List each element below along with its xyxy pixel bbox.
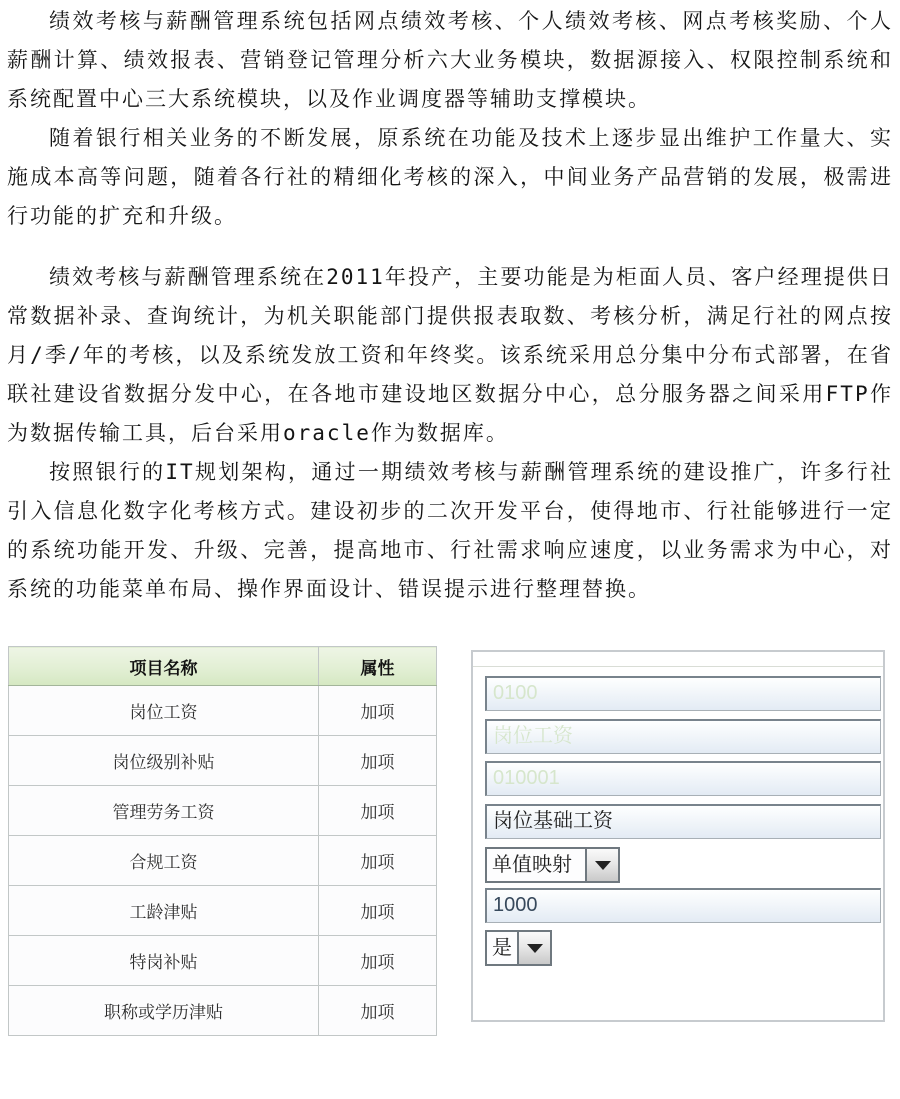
table-header-row (9, 647, 437, 686)
doc-paragraph-4: 按照银行的IT规划架构，通过一期绩效考核与薪酬管理系统的建设推广，许多行社引入信息化数字化考核方式。建设初步的二次开发平台，使得地市、行社能够进行一定的系统功能开发、升级、完善，提高地市、行社需求响应速度，以业务需求为中心，对系统的功能菜单布局、操作界面设计、错误提示进行整理替换。 (7, 460, 893, 601)
table-row (9, 736, 437, 786)
item-name-cell: 岗位级别补贴 (9, 736, 319, 786)
doc-paragraph-2: 随着银行相关业务的不断发展，原系统在功能及技术上逐步显出维护工作量大、实施成本高等问题，随着各行社的精细化考核的深入，中间业务产品营销的发展，极需进行功能的扩充和升级。 (7, 126, 893, 228)
item-name-field: 岗位工资 (485, 719, 881, 754)
item-name-cell: 职称或学历津贴 (9, 986, 319, 1036)
config-panel (471, 650, 885, 1022)
item-name-cell: 合规工资 (9, 836, 319, 886)
doc-paragraph-1: 绩效考核与薪酬管理系统包括网点绩效考核、个人绩效考核、网点考核奖励、个人薪酬计算、绩效报表、营销登记管理分析六大业务模块，数据源接入、权限控制系统和系统配置中心三大系统模块，以及作业调度器等辅助支撑模块。 (7, 9, 893, 111)
mapping-type-dropdown-button[interactable] (585, 847, 620, 883)
table-row (9, 886, 437, 936)
panel-divider (473, 666, 883, 667)
table-row (9, 936, 437, 986)
item-name-cell: 特岗补贴 (9, 936, 319, 986)
item-name-cell: 管理劳务工资 (9, 786, 319, 836)
chevron-down-icon (527, 944, 543, 953)
attribute-cell: 加项 (319, 736, 437, 786)
mapping-type-select[interactable] (485, 847, 620, 883)
table-header-item-name: 项目名称 (9, 647, 319, 686)
enabled-flag-dropdown-button[interactable] (517, 930, 552, 966)
table-row (9, 836, 437, 886)
sub-item-code-field: 010001 (485, 761, 881, 796)
doc-paragraph-3: 绩效考核与薪酬管理系统在2011年投产，主要功能是为柜面人员、客户经理提供日常数据补录、查询统计，为机关职能部门提供报表取数、考核分析，满足行社的网点按月/季/年的考核，以及系统发放工资和年终奖。该系统采用总分集中分布式部署，在省联社建设省数据分发中心，在各地市建设地区数据分中心，总分服务器之间采用FTP作为数据传输工具，后台采用oracle作为数据库。 (7, 265, 893, 445)
enabled-flag-select[interactable] (485, 930, 552, 966)
table-row (9, 686, 437, 736)
attribute-cell: 加项 (319, 886, 437, 936)
attribute-cell: 加项 (319, 786, 437, 836)
enabled-flag-value: 是 (485, 930, 517, 966)
attribute-cell: 加项 (319, 986, 437, 1036)
sub-item-name-input[interactable]: 岗位基础工资 (485, 804, 881, 839)
item-code-field: 0100 (485, 676, 881, 711)
item-name-cell: 工龄津贴 (9, 886, 319, 936)
item-name-cell: 岗位工资 (9, 686, 319, 736)
attribute-cell: 加项 (319, 686, 437, 736)
table-row (9, 786, 437, 836)
chevron-down-icon (595, 861, 611, 870)
attribute-cell: 加项 (319, 936, 437, 986)
attribute-cell: 加项 (319, 836, 437, 886)
table-row (9, 986, 437, 1036)
mapping-type-value: 单值映射 (485, 847, 585, 883)
salary-items-table (8, 646, 437, 1036)
table-header-attribute: 属性 (319, 647, 437, 686)
amount-input[interactable]: 1000 (485, 888, 881, 923)
